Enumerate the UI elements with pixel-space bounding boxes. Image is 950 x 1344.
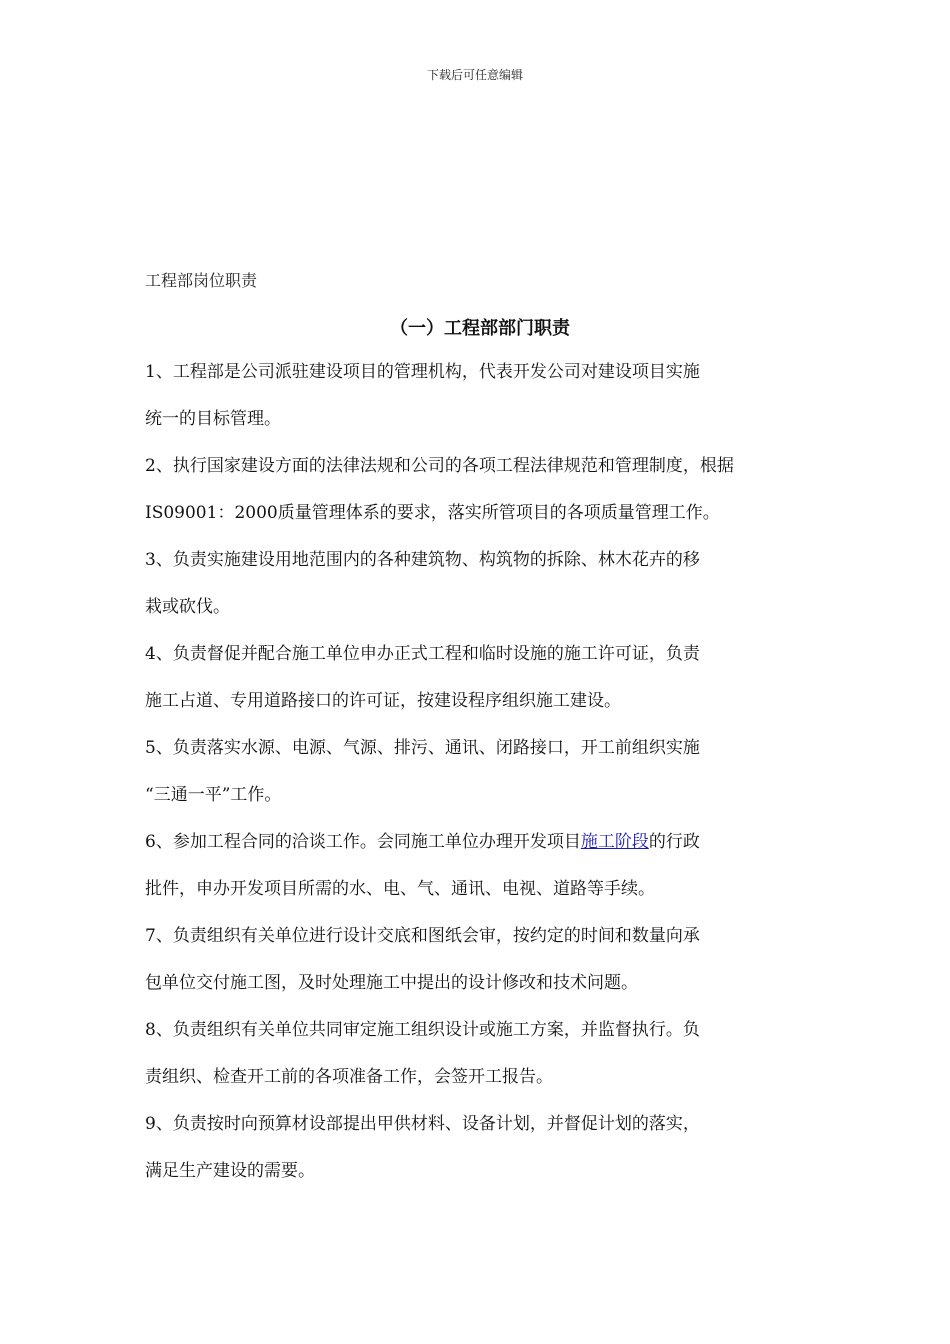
duty-line: 统一的目标管理。 [145,409,281,429]
duty-item-2 [145,450,815,544]
duty-line: 施工占道、专用道路接口的许可证，按建设程序组织施工建设。 [145,691,621,711]
duty-item-4 [145,638,815,732]
duty-line: 7、负责组织有关单位进行设计交底和图纸会审，按约定的时间和数量向承 [145,926,700,946]
duty-line: 包单位交付施工图，及时处理施工中提出的设计修改和技术问题。 [145,973,638,993]
duty-text: 6、参加工程合同的洽谈工作。会同施工单位办理开发项目 [145,832,581,852]
duty-line: IS09001：2000质量管理体系的要求，落实所管项目的各项质量管理工作。 [145,503,720,523]
duty-line: “三通一平”工作。 [145,785,282,805]
duty-item-7 [145,920,815,1014]
duty-line: 8、负责组织有关单位共同审定施工组织设计或施工方案，并监督执行。负 [145,1020,700,1040]
duty-item-3 [145,544,815,638]
construction-phase-link[interactable]: 施工阶段 [580,832,649,852]
duty-list [145,356,815,1202]
duty-item-5 [145,732,815,826]
duty-text: 的行政 [648,832,700,852]
duty-line: 5、负责落实水源、电源、气源、排污、通讯、闭路接口，开工前组织实施 [145,738,700,758]
duty-line: 3、负责实施建设用地范围内的各种建筑物、构筑物的拆除、林木花卉的移 [145,550,700,570]
duty-line: 责组织、检查开工前的各项准备工作，会签开工报告。 [145,1067,553,1087]
duty-line: 满足生产建设的需要。 [145,1161,315,1181]
duty-item-8 [145,1014,815,1108]
duty-line: 栽或砍伐。 [145,597,230,617]
duty-item-6 [145,826,815,920]
duty-line: 批件，申办开发项目所需的水、电、气、通讯、电视、道路等手续。 [145,879,655,899]
duty-line [145,826,815,873]
duty-line: 4、负责督促并配合施工单位申办正式工程和临时设施的施工许可证，负责 [145,644,700,664]
duty-line: 1、工程部是公司派驻建设项目的管理机构，代表开发公司对建设项目实施 [145,362,700,382]
duty-line: 2、执行国家建设方面的法律法规和公司的各项工程法律规范和管理制度，根据 [145,456,734,476]
section-heading: （一）工程部部门职责 [390,318,570,339]
document-label: 工程部岗位职责 [145,271,258,290]
header-note: 下载后可任意编辑 [426,68,523,82]
duty-item-9 [145,1108,815,1202]
duty-line: 9、负责按时向预算材设部提出甲供材料、设备计划，并督促计划的落实， [145,1114,700,1134]
duty-item-1 [145,356,815,450]
